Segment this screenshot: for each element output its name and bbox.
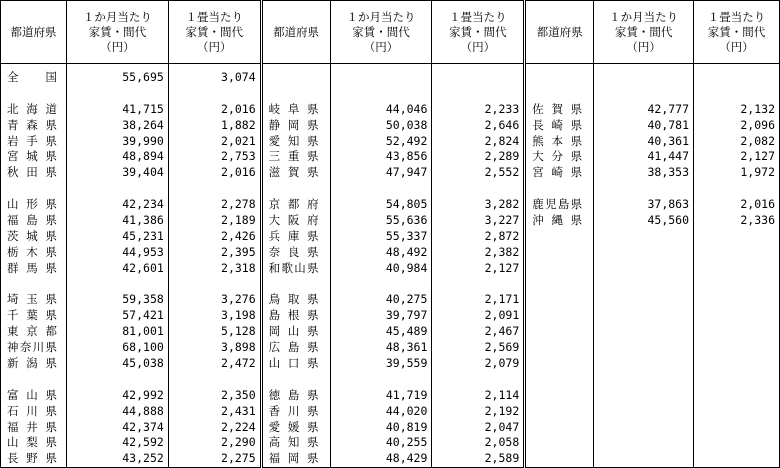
prefecture-name: 滋賀県 (268, 165, 319, 180)
spacer-row (169, 372, 260, 388)
per-tatami-rent-value: 2,350 (221, 387, 256, 402)
header-per-tatami-rent: １畳当たり 家賃・間代 （円） (694, 1, 780, 64)
prefecture-name: 全 国 (7, 70, 57, 84)
monthly-rent-value: 41,386 (122, 213, 164, 228)
per-tatami-rent-value: 2,824 (484, 133, 520, 148)
spacer-row (432, 70, 523, 86)
spacer-row (169, 277, 260, 293)
prefecture-name: 熊本県 (532, 133, 583, 148)
monthly-rent-value: 44,046 (385, 101, 428, 116)
monthly-rent-value: 44,953 (122, 244, 164, 259)
prefecture-name: 宮崎県 (532, 165, 583, 180)
prefecture-name: 広島県 (268, 340, 319, 355)
header-monthly-rent: １か月当たり 家賃・間代 （円） (594, 1, 694, 64)
monthly-rent-value: 39,559 (385, 356, 428, 371)
per-tatami-rent-value: 2,289 (484, 149, 520, 164)
header-prefecture: 都道府県 (1, 1, 67, 64)
per-tatami-rent-value: 2,431 (221, 403, 256, 418)
per-tatami-rent-value: 2,016 (221, 165, 256, 180)
per-tatami-rent-value: 2,079 (484, 356, 520, 371)
prefecture-name: 福岡県 (268, 451, 319, 466)
per-tatami-rent-value: 2,753 (221, 149, 256, 164)
monthly-rent-value: 48,492 (385, 244, 428, 259)
monthly-rent-value: 54,805 (385, 197, 428, 212)
spacer-row (67, 86, 168, 102)
prefecture-name: 静岡県 (268, 117, 319, 132)
spacer-row (694, 181, 779, 197)
monthly-rent-value: 40,361 (647, 133, 690, 148)
monthly-rent-value: 40,984 (385, 260, 428, 275)
per-tatami-rent-value: 2,569 (484, 340, 520, 355)
per-tatami-rent-value: 1,882 (221, 117, 256, 132)
spacer-row (1, 277, 66, 293)
per-tatami-rent-value: 2,016 (221, 101, 256, 116)
monthly-rent-value: 52,492 (385, 133, 428, 148)
per-tatami-rent-value: 2,233 (484, 101, 520, 116)
prefecture-name: 愛媛県 (268, 419, 319, 434)
per-tatami-rent-value: 2,426 (221, 228, 256, 243)
monthly-rent-value: 39,990 (122, 133, 164, 148)
spacer-row (1, 181, 66, 197)
per-tatami-rent-value: 2,132 (740, 101, 775, 116)
monthly-rent-value: 37,863 (647, 197, 690, 212)
spacer-row (594, 86, 693, 102)
monthly-rent-value: 42,777 (647, 101, 690, 116)
spacer-row (1, 86, 66, 102)
per-tatami-rent-value: 3,898 (221, 340, 256, 355)
monthly-rent-value: 47,947 (385, 165, 428, 180)
prefecture-name: 鳥取県 (268, 292, 319, 307)
header-monthly-rent: １か月当たり 家賃・間代 （円） (66, 1, 168, 64)
prefecture-name: 福井県 (7, 419, 57, 434)
per-tatami-rent-value: 2,290 (221, 435, 256, 450)
spacer-row (67, 372, 168, 388)
per-tatami-cell-group-1 (168, 64, 260, 468)
monthly-rent-value: 44,020 (385, 403, 428, 418)
prefecture-name: 東京都 (7, 324, 57, 339)
prefecture-name: 京都府 (268, 197, 319, 212)
monthly-rent-value: 45,489 (385, 324, 428, 339)
monthly-rent-value: 41,715 (122, 101, 164, 116)
header-prefecture: 都道府県 (526, 1, 594, 64)
prefecture-name: 埼玉県 (7, 292, 57, 307)
spacer-row (526, 86, 593, 102)
per-tatami-rent-value: 2,275 (221, 451, 256, 466)
monthly-rent-value: 55,337 (385, 228, 428, 243)
prefecture-name: 岡山県 (268, 324, 319, 339)
spacer-row (694, 86, 779, 102)
per-tatami-rent-value: 3,074 (221, 70, 256, 84)
per-tatami-rent-value: 2,467 (484, 324, 520, 339)
spacer-row (594, 181, 693, 197)
per-tatami-rent-value: 2,127 (740, 149, 775, 164)
prefecture-name: 愛知県 (268, 133, 319, 148)
per-tatami-rent-value: 2,192 (484, 403, 520, 418)
monthly-rent-value: 48,429 (385, 451, 428, 466)
monthly-rent-value: 44,888 (122, 403, 164, 418)
per-tatami-rent-value: 2,171 (484, 292, 520, 307)
monthly-rent-value: 45,560 (647, 213, 690, 228)
prefecture-name: 長崎県 (532, 117, 583, 132)
monthly-rent-value: 42,992 (122, 387, 164, 402)
prefecture-cell-group-3 (526, 64, 594, 468)
monthly-rent-value: 43,252 (122, 451, 164, 466)
per-tatami-cell-group-3 (694, 64, 780, 468)
body-row (1, 64, 780, 468)
prefecture-name: 高知県 (268, 435, 319, 450)
monthly-rent-value: 39,404 (122, 165, 164, 180)
monthly-rent-value: 42,374 (122, 419, 164, 434)
monthly-rent-value: 59,358 (122, 292, 164, 307)
monthly-rent-cell-group-2 (330, 64, 432, 468)
spacer-row (432, 372, 523, 388)
per-tatami-rent-value: 2,114 (484, 387, 520, 402)
prefecture-name: 和歌山県 (268, 260, 319, 275)
monthly-rent-cell-group-3 (594, 64, 694, 468)
monthly-rent-value: 38,353 (647, 165, 690, 180)
per-tatami-rent-value: 3,198 (221, 308, 256, 323)
per-tatami-rent-value: 5,128 (221, 324, 256, 339)
monthly-rent-value: 48,894 (122, 149, 164, 164)
spacer-row (432, 277, 523, 293)
spacer-row (331, 86, 432, 102)
prefecture-name: 新潟県 (7, 356, 57, 371)
prefecture-cell-group-1 (1, 64, 67, 468)
prefecture-name: 千葉県 (7, 308, 57, 323)
monthly-rent-value: 81,001 (122, 324, 164, 339)
monthly-rent-value: 40,275 (385, 292, 428, 307)
spacer-row (169, 181, 260, 197)
monthly-rent-value: 57,421 (122, 308, 164, 323)
header-prefecture: 都道府県 (262, 1, 330, 64)
per-tatami-rent-value: 2,047 (484, 419, 520, 434)
prefecture-name: 奈良県 (268, 244, 319, 259)
spacer-row (432, 181, 523, 197)
per-tatami-rent-value: 2,016 (740, 197, 775, 212)
per-tatami-rent-value: 2,336 (740, 213, 775, 228)
monthly-rent-value: 40,781 (647, 117, 690, 132)
prefecture-name: 群馬県 (7, 260, 57, 275)
monthly-rent-value: 45,038 (122, 356, 164, 371)
prefecture-name: 大分県 (532, 149, 583, 164)
prefecture-name: 岩手県 (7, 133, 57, 148)
prefecture-name: 佐賀県 (532, 101, 583, 116)
spacer-row (263, 277, 330, 293)
prefecture-name: 島根県 (268, 308, 319, 323)
monthly-rent-value: 38,264 (122, 117, 164, 132)
spacer-row (331, 372, 432, 388)
monthly-rent-value: 40,819 (385, 419, 428, 434)
monthly-rent-value: 41,719 (385, 387, 428, 402)
spacer-row (331, 277, 432, 293)
prefecture-name: 秋田県 (7, 165, 57, 180)
spacer-row (594, 70, 693, 86)
monthly-rent-cell-group-1 (66, 64, 168, 468)
monthly-rent-value: 55,636 (385, 213, 428, 228)
spacer-row (169, 86, 260, 102)
spacer-row (263, 86, 330, 102)
prefecture-name: 香川県 (268, 403, 319, 418)
spacer-row (67, 277, 168, 293)
monthly-rent-value: 41,447 (647, 149, 690, 164)
header-per-tatami-rent: １畳当たり 家賃・間代 （円） (432, 1, 524, 64)
prefecture-name: 岐阜県 (268, 101, 319, 116)
prefecture-name: 青森県 (7, 117, 57, 132)
spacer-row (263, 181, 330, 197)
prefecture-name: 鹿児島県 (532, 197, 583, 212)
prefecture-name: 富山県 (7, 387, 57, 402)
per-tatami-rent-value: 2,021 (221, 133, 256, 148)
prefecture-name: 三重県 (268, 149, 319, 164)
per-tatami-rent-value: 2,318 (221, 260, 256, 275)
per-tatami-rent-value: 2,224 (221, 419, 256, 434)
prefecture-name: 大阪府 (268, 213, 319, 228)
per-tatami-rent-value: 2,091 (484, 308, 520, 323)
per-tatami-rent-value: 1,972 (740, 165, 775, 180)
prefecture-name: 石川県 (7, 403, 57, 418)
header-row (1, 1, 780, 64)
monthly-rent-value: 42,601 (122, 260, 164, 275)
monthly-rent-value: 50,038 (385, 117, 428, 132)
per-tatami-rent-value: 2,552 (484, 165, 520, 180)
spacer-row (526, 70, 593, 86)
prefecture-name: 山形県 (7, 197, 57, 212)
prefecture-name: 長野県 (7, 451, 57, 466)
spacer-row (263, 70, 330, 86)
prefecture-name: 兵庫県 (268, 228, 319, 243)
per-tatami-rent-value: 3,227 (484, 213, 520, 228)
per-tatami-rent-value: 3,282 (484, 197, 520, 212)
prefecture-name: 沖縄県 (532, 213, 583, 228)
per-tatami-rent-value: 2,872 (484, 228, 520, 243)
prefecture-name: 北海道 (7, 101, 57, 116)
spacer-row (67, 181, 168, 197)
monthly-rent-value: 39,797 (385, 308, 428, 323)
prefecture-name: 山梨県 (7, 435, 57, 450)
per-tatami-rent-value: 3,276 (221, 292, 256, 307)
prefecture-name: 福島県 (7, 213, 57, 228)
header-monthly-rent: １か月当たり 家賃・間代 （円） (330, 1, 432, 64)
monthly-rent-value: 48,361 (385, 340, 428, 355)
monthly-rent-value: 43,856 (385, 149, 428, 164)
per-tatami-cell-group-2 (432, 64, 524, 468)
prefecture-name: 栃木県 (7, 244, 57, 259)
per-tatami-rent-value: 2,096 (740, 117, 775, 132)
monthly-rent-value: 55,695 (122, 70, 164, 84)
per-tatami-rent-value: 2,589 (484, 451, 520, 466)
spacer-row (331, 181, 432, 197)
monthly-rent-value: 45,231 (122, 228, 164, 243)
spacer-row (331, 70, 432, 86)
prefecture-name: 山口県 (268, 356, 319, 371)
per-tatami-rent-value: 2,382 (484, 244, 520, 259)
spacer-row (263, 372, 330, 388)
spacer-row (432, 86, 523, 102)
monthly-rent-value: 40,255 (385, 435, 428, 450)
prefecture-name: 茨城県 (7, 228, 57, 243)
per-tatami-rent-value: 2,127 (484, 260, 520, 275)
per-tatami-rent-value: 2,082 (740, 133, 775, 148)
per-tatami-rent-value: 2,058 (484, 435, 520, 450)
per-tatami-rent-value: 2,646 (484, 117, 520, 132)
per-tatami-rent-value: 2,189 (221, 213, 256, 228)
header-per-tatami-rent: １畳当たり 家賃・間代 （円） (168, 1, 260, 64)
monthly-rent-value: 42,592 (122, 435, 164, 450)
per-tatami-rent-value: 2,395 (221, 244, 256, 259)
per-tatami-rent-value: 2,472 (221, 356, 256, 371)
prefecture-name: 徳島県 (268, 387, 319, 402)
prefecture-name: 神奈川県 (7, 340, 57, 355)
prefecture-name: 宮城県 (7, 149, 57, 164)
spacer-row (526, 181, 593, 197)
spacer-row (1, 372, 66, 388)
monthly-rent-value: 68,100 (122, 340, 164, 355)
per-tatami-rent-value: 2,278 (221, 197, 256, 212)
prefecture-cell-group-2 (262, 64, 330, 468)
spacer-row (694, 70, 779, 86)
monthly-rent-value: 42,234 (122, 197, 164, 212)
